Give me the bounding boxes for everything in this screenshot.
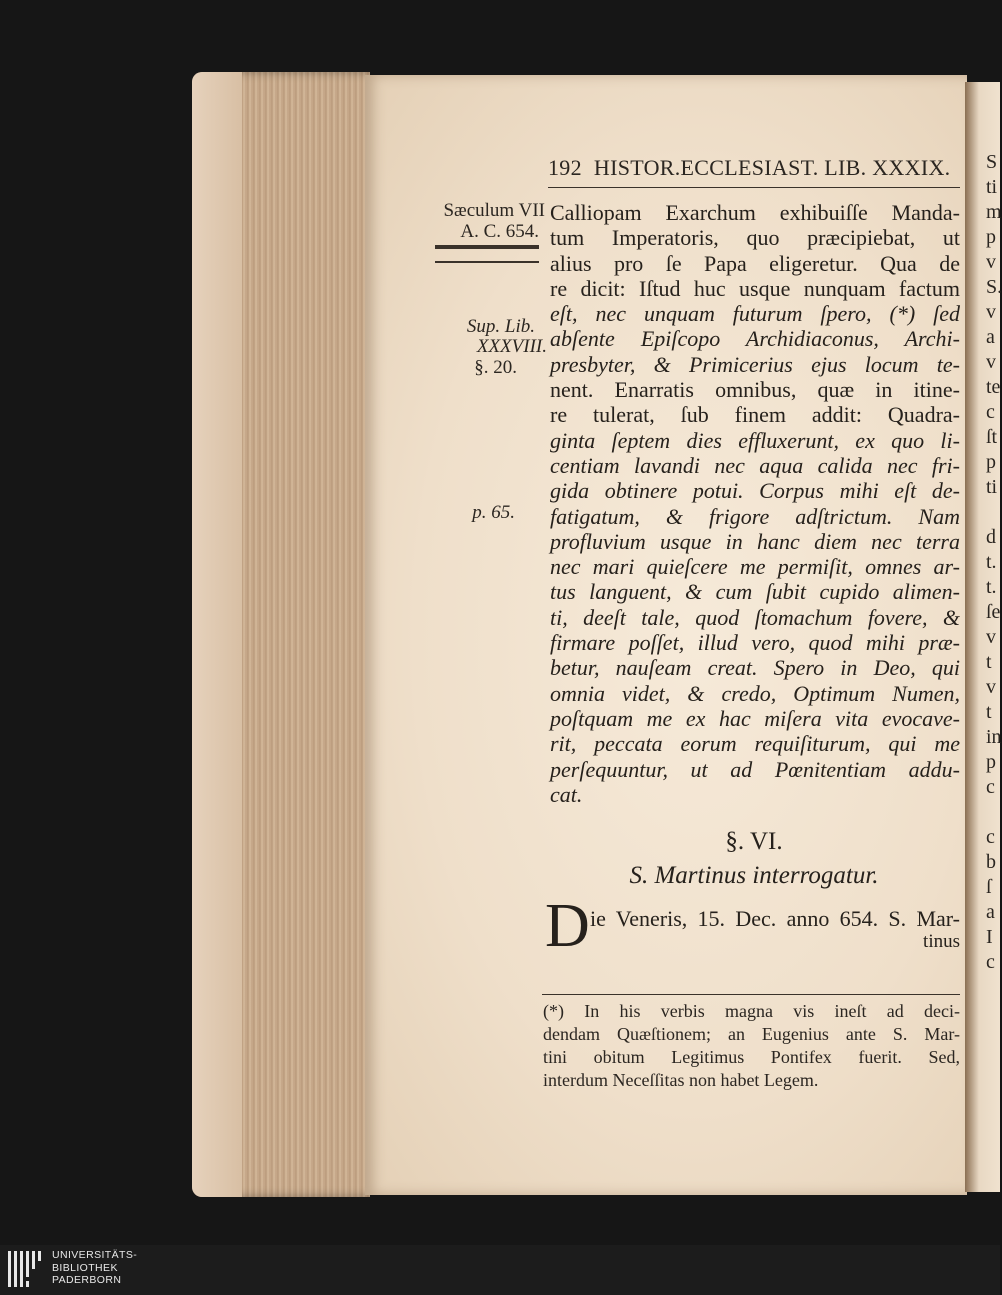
- next-page-fragment-line: b: [986, 851, 996, 873]
- next-page-fragment-line: c: [986, 776, 995, 798]
- next-page-fragment-line: ſt: [986, 426, 998, 448]
- footnote-rule: [542, 994, 960, 995]
- margin-sup-paragraph: §. 20.: [474, 357, 517, 378]
- text-line: firmare poſſet, illud vero, quod mihi præ-: [550, 630, 960, 656]
- text-line: abſente Epiſcopo Archidiaconus, Archi-: [550, 326, 960, 352]
- text-line: nec mari quieſcere me permiſit, omnes ar-: [550, 554, 960, 580]
- margin-saeculum: Sæculum VII: [443, 200, 545, 221]
- library-logo-icon: [8, 1247, 44, 1291]
- next-page-fragment-line: ſe: [986, 601, 1001, 623]
- next-page-fragment-line: te: [986, 376, 1001, 398]
- footnote-line: tini obitum Legitimus Pontifex fuerit. Sed,: [543, 1047, 960, 1067]
- margin-rule-thick: [435, 245, 539, 249]
- next-page-fragment-line: ſ: [986, 876, 992, 898]
- header-rule: [548, 187, 960, 188]
- text-line: profluvium usque in hanc diem nec terra: [550, 528, 960, 554]
- text-line: presbyter, & Primicerius ejus locum te-: [550, 351, 960, 377]
- margin-page-ref: p. 65.: [472, 502, 515, 523]
- book-page-edges: [192, 72, 370, 1197]
- next-page-fragment-line: [986, 800, 1000, 825]
- margin-anno: A. C. 654.: [460, 221, 539, 242]
- next-page-fragment-line: c: [986, 826, 995, 848]
- text-line: ginta ſeptem dies effluxerunt, ex quo li-: [550, 427, 960, 453]
- text-line: perſequuntur, ut ad Pœnitentiam addu-: [550, 756, 960, 782]
- logo-line: UNIVERSITÄTS-: [52, 1249, 138, 1261]
- library-footer-bar: [0, 1245, 1000, 1295]
- footnote: [543, 1000, 960, 1092]
- next-page-fragment: [986, 150, 1000, 975]
- next-page-fragment-line: v: [986, 251, 996, 273]
- logo-line: BIBLIOTHEK: [52, 1261, 118, 1274]
- next-page-fragment-line: v: [986, 301, 996, 323]
- next-page-fragment-line: t: [986, 651, 992, 673]
- section-title: S. Martinus interrogatur.: [629, 862, 879, 889]
- next-page-fragment-line: [986, 500, 1000, 525]
- text-line: nent. Enarratis omnibus, quæ in itine-: [550, 377, 960, 403]
- text-line: cat.: [550, 781, 583, 807]
- next-page-fragment-line: p: [986, 751, 996, 773]
- footnote-line: (*) In his verbis magna vis ineſt ad deci-: [543, 1001, 960, 1021]
- margin-rule-thin: [435, 261, 539, 263]
- next-page-fragment-line: c: [986, 951, 995, 973]
- next-page-fragment-line: a: [986, 901, 995, 923]
- page-number: 192: [548, 155, 582, 180]
- library-logo-text: [52, 1249, 137, 1287]
- body-text: [550, 200, 960, 807]
- next-page-fragment-line: ti: [986, 176, 998, 198]
- section-number: §. VI.: [725, 828, 783, 855]
- next-page-fragment-line: p: [986, 226, 996, 248]
- text-line: Calliopam Exarchum exhibuiſſe Manda-: [550, 200, 960, 225]
- section-first-line: ie Veneris, 15. Dec. anno 654. S. Mar-: [590, 906, 960, 931]
- next-page-fragment-line: m: [986, 201, 1002, 223]
- margin-sup-lib-number: XXXVIII.: [476, 336, 547, 357]
- next-page-fragment-line: t: [986, 701, 992, 723]
- text-line: tus languent, & cum ſubit cupido alimen-: [550, 579, 960, 605]
- text-line: omnia videt, & credo, Optimum Numen,: [550, 680, 960, 706]
- text-line: re dicit: Iſtud huc usque nunquam factum: [550, 275, 960, 301]
- next-page-fragment-line: v: [986, 626, 996, 648]
- next-page-fragment-line: d: [986, 526, 996, 548]
- footnote-line: interdum Neceſſitas non habet Legem.: [543, 1070, 819, 1090]
- text-line: eſt, nec unquam futurum ſpero, (*) ſed: [550, 301, 960, 327]
- next-page-fragment-line: S.: [986, 276, 1002, 298]
- catchword: tinus: [923, 931, 960, 952]
- text-line: centiam lavandi nec aqua calida nec fri-: [550, 452, 960, 478]
- next-page-fragment-line: t.: [986, 551, 997, 573]
- running-header: [548, 155, 960, 181]
- next-page-fragment-line: t.: [986, 576, 997, 598]
- margin-sup-lib: Sup. Lib.: [466, 316, 535, 337]
- next-page-fragment-line: I: [986, 926, 993, 948]
- text-line: gida obtinere potui. Corpus mihi eſt de-: [550, 478, 960, 504]
- footnote-line: dendam Quæſtionem; an Eugenius ante S. Mar-: [543, 1024, 960, 1044]
- next-page-fragment-line: p: [986, 451, 996, 473]
- text-line: ti, deeſt tale, quod ſtomachum fovere, &: [550, 604, 960, 630]
- next-page-fragment-line: S: [986, 151, 998, 173]
- next-page-fragment-line: c: [986, 401, 995, 423]
- logo-line: PADERBORN: [52, 1274, 122, 1286]
- text-line: rit, peccata eorum requiſiturum, qui me: [550, 731, 960, 757]
- next-page-fragment-line: v: [986, 351, 996, 373]
- next-page-fragment-line: ti: [986, 476, 998, 498]
- text-line: poſtquam me ex hac miſera vita evocave-: [550, 705, 960, 731]
- next-page-fragment-line: in: [986, 726, 1002, 748]
- text-line: tum Imperatoris, quo præcipiebat, ut: [550, 225, 960, 251]
- running-title: HISTOR.ECCLESIAST. LIB. XXXIX.: [593, 155, 951, 180]
- next-page-fragment-line: a: [986, 326, 995, 348]
- text-line: alius pro ſe Papa eligeretur. Qua de: [550, 250, 960, 276]
- text-line: fatigatum, & frigore adſtrictum. Nam: [550, 503, 960, 529]
- drop-cap: D: [545, 892, 590, 960]
- next-page-fragment-line: v: [986, 676, 996, 698]
- text-line: betur, nauſeam creat. Spero in Deo, qui: [550, 655, 960, 681]
- text-line: re tulerat, ſub finem addit: Quadra-: [550, 402, 960, 428]
